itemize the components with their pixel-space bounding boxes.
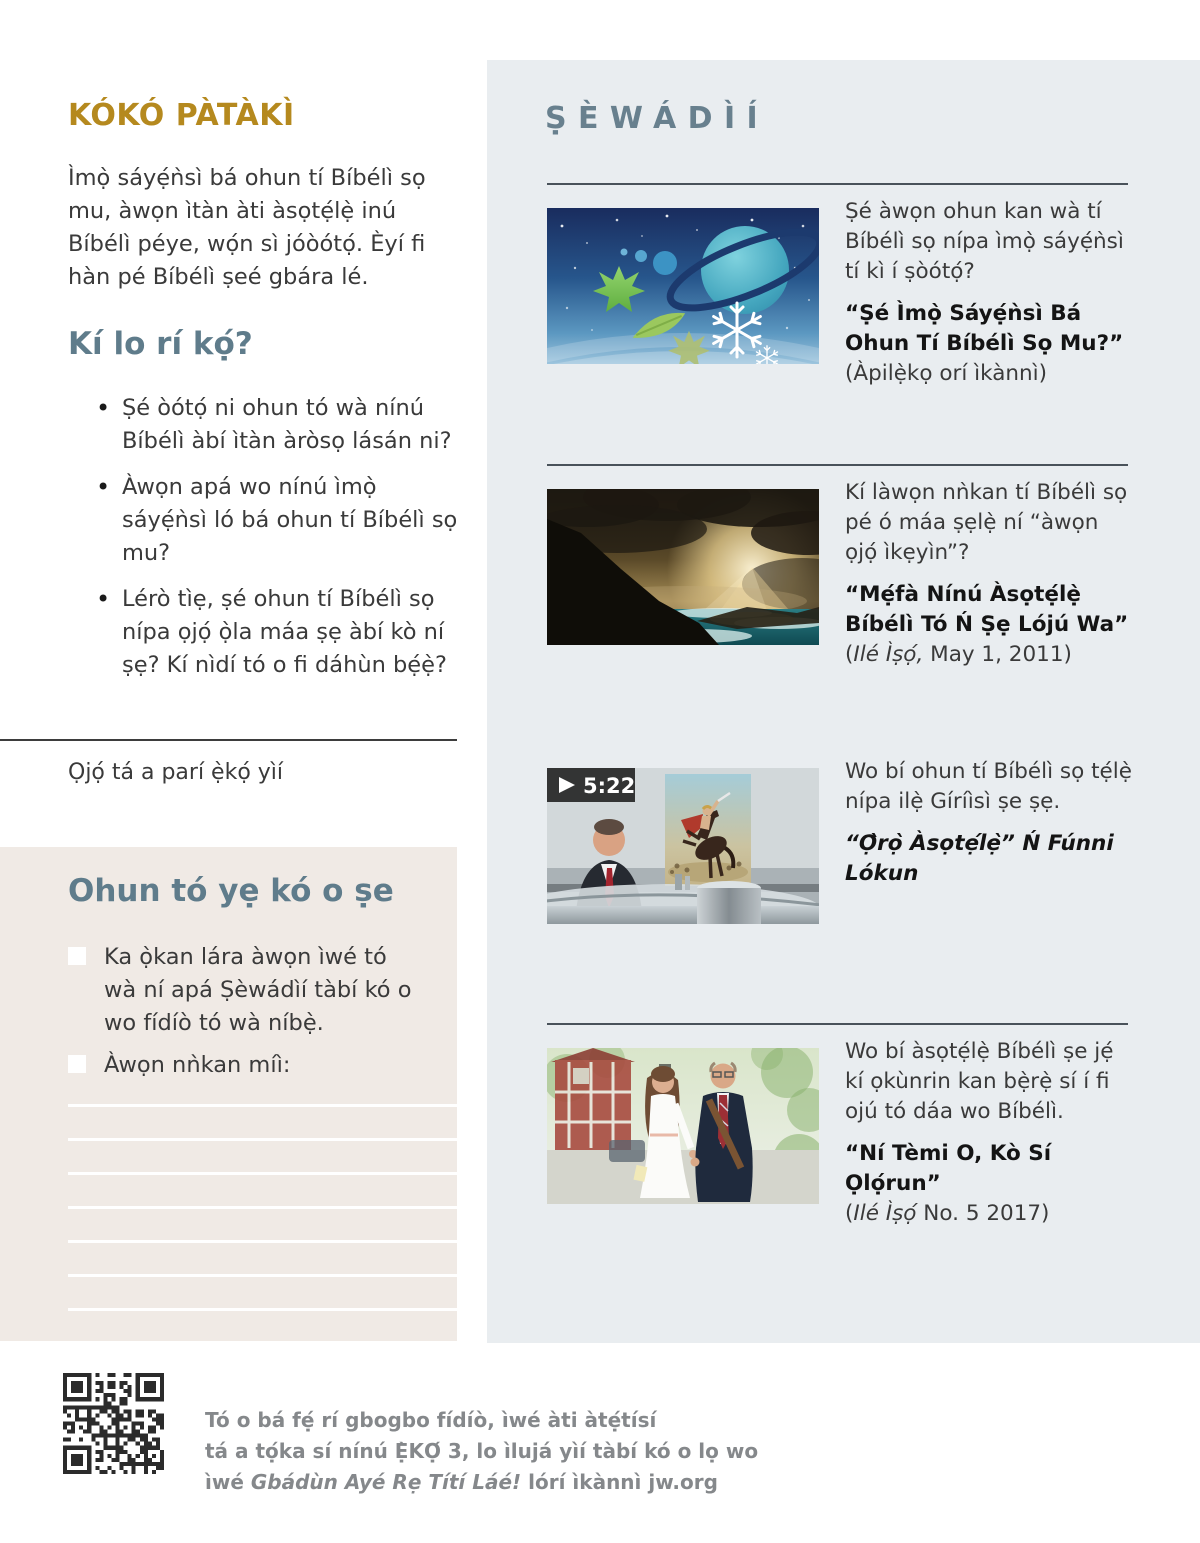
todo-item-label: Ka ọ̀kan lára àwọn ìwé tó wà ní apá Ṣèwádìí tàbí kó o wo fídíò tó wà níbẹ̀. bbox=[104, 944, 412, 1036]
question-item: • Ṣé òótọ́ ni ohun tó wà nínú Bíbélì àbí ìtàn àròsọ lásán ni? bbox=[96, 392, 468, 458]
research-item bbox=[547, 1023, 1200, 1303]
footer-text: ìwé bbox=[205, 1470, 251, 1494]
footer-line: Tó o bá fẹ́ rí gbogbo fídíò, ìwé àti àtẹ́tísí bbox=[205, 1408, 657, 1432]
todo-row bbox=[68, 941, 424, 1040]
write-line[interactable] bbox=[68, 1206, 457, 1209]
write-line[interactable] bbox=[68, 1274, 457, 1277]
main-points-title: KÓKÓ PÀTÀKÌ bbox=[68, 98, 295, 133]
question-item: • Àwọn apá wo nínú ìmọ̀ sáyẹ́ǹsì ló bá ohun tí Bíbélì sọ mu? bbox=[96, 471, 468, 570]
source-italic: Ilé Ìṣọ́ bbox=[853, 1201, 917, 1226]
divider bbox=[547, 1023, 1128, 1025]
research-question: Kí làwọn nǹkan tí Bíbélì sọ pé ó máa ṣẹlẹ̀ ní “àwọn ọjọ́ ìkẹyìn”? bbox=[845, 480, 1128, 565]
checkbox[interactable] bbox=[68, 947, 86, 965]
source-text: ( bbox=[845, 642, 854, 667]
video-duration: 5:22 bbox=[583, 774, 636, 798]
research-reference-source bbox=[845, 1199, 1137, 1229]
checkbox[interactable] bbox=[68, 1055, 86, 1073]
research-reference-title: “Ṣé Ìmọ̀ Sáyẹ́ǹsì Bá Ohun Tí Bíbélì Sọ Mu?” bbox=[845, 301, 1124, 356]
footer-line: tá a tọ́ka sí nínú Ẹ̀KỌ́ 3, lo ìlujá yìí tàbí kó o lọ wo bbox=[205, 1439, 759, 1463]
completion-date-label: Ọjọ́ tá a parí ẹ̀kọ́ yìí bbox=[68, 760, 284, 785]
footer-note bbox=[205, 1405, 845, 1498]
research-reference-title: “Ọ̀rọ̀ Àsọtẹ́lẹ̀” Ń Fúnni Lókun bbox=[845, 831, 1114, 886]
planet-illustration-image bbox=[547, 208, 819, 364]
couple-walking-image bbox=[547, 1048, 819, 1204]
todo-item-label: Àwọn nǹkan míì: bbox=[104, 1052, 291, 1078]
research-reference-title: “Mẹ́fà Nínú Àsọtẹ́lẹ̀ Bíbélì Tó Ń Ṣẹ Lójú Wa” bbox=[845, 582, 1129, 637]
research-question: Ṣé àwọn ohun kan wà tí Bíbélì sọ nípa ìmọ̀ sáyẹ́ǹsì tí kì í ṣòótọ́? bbox=[845, 199, 1124, 284]
research-item bbox=[547, 743, 1200, 1023]
write-line[interactable] bbox=[68, 1240, 457, 1243]
qr-code bbox=[63, 1373, 164, 1474]
questions-list bbox=[96, 392, 468, 695]
summary-paragraph: Ìmọ̀ sáyẹ́ǹsì bá ohun tí Bíbélì sọ mu, àwọn ìtàn àti àsọtẹ́lẹ̀ inú Bíbélì péye, wọ́n sì jóòótọ́. Èyí fi hàn pé Bíbélì ṣeé gbára lé. bbox=[68, 165, 426, 290]
questions-title: Kí lo rí kọ́? bbox=[68, 326, 253, 362]
video-thumbnail[interactable] bbox=[547, 768, 819, 924]
question-item: • Lérò tìẹ, ṣé ohun tí Bíbélì sọ nípa ọjọ́ ọ̀la máa ṣẹ àbí kò ní ṣẹ? Kí nìdí tó o fi dáhùn bẹ́ẹ̀? bbox=[96, 583, 468, 682]
research-question: Wo bí ohun tí Bíbélì sọ tẹ́lẹ̀ nípa ilẹ̀ Gíríìsì ṣe ṣẹ. bbox=[845, 759, 1132, 814]
research-item bbox=[547, 464, 1200, 744]
write-line[interactable] bbox=[68, 1138, 457, 1141]
write-line[interactable] bbox=[68, 1172, 457, 1175]
research-reference-source bbox=[845, 359, 1137, 389]
research-reference-source bbox=[845, 640, 1137, 670]
divider bbox=[547, 464, 1128, 466]
todo-row bbox=[68, 1049, 424, 1082]
todo-box bbox=[0, 847, 457, 1341]
write-line[interactable] bbox=[68, 1308, 457, 1311]
storm-sky-image bbox=[547, 489, 819, 645]
research-question: Wo bí àsọtẹ́lẹ̀ Bíbélì ṣe jẹ́ kí ọkùnrin kan bẹ̀rẹ̀ sí í fi ojú tó dáa wo Bíbélì. bbox=[845, 1039, 1114, 1124]
source-italic: Ilé Ìṣọ́, bbox=[853, 642, 924, 667]
todo-title: Ohun tó yẹ kó o ṣe bbox=[68, 873, 394, 909]
source-text: ( bbox=[845, 1201, 854, 1226]
footer-text: lórí ìkànnì jw.org bbox=[521, 1470, 718, 1494]
source-text: May 1, 2011) bbox=[923, 642, 1072, 667]
research-title: ṢÈWÁDÌÍ bbox=[545, 101, 770, 136]
footer-book-title: Gbádùn Ayé Rẹ Títí Láé! bbox=[250, 1470, 522, 1494]
research-reference-title: “Ní Tèmi O, Kò Sí Ọlọ́run” bbox=[845, 1141, 1052, 1196]
divider bbox=[0, 739, 457, 741]
divider bbox=[547, 183, 1128, 185]
write-line[interactable] bbox=[68, 1104, 457, 1107]
footer-line bbox=[205, 1467, 845, 1498]
source-text: No. 5 2017) bbox=[916, 1201, 1050, 1226]
source-text: (Àpilẹ̀kọ orí ìkànnì) bbox=[845, 361, 1047, 386]
research-item bbox=[547, 183, 1200, 463]
